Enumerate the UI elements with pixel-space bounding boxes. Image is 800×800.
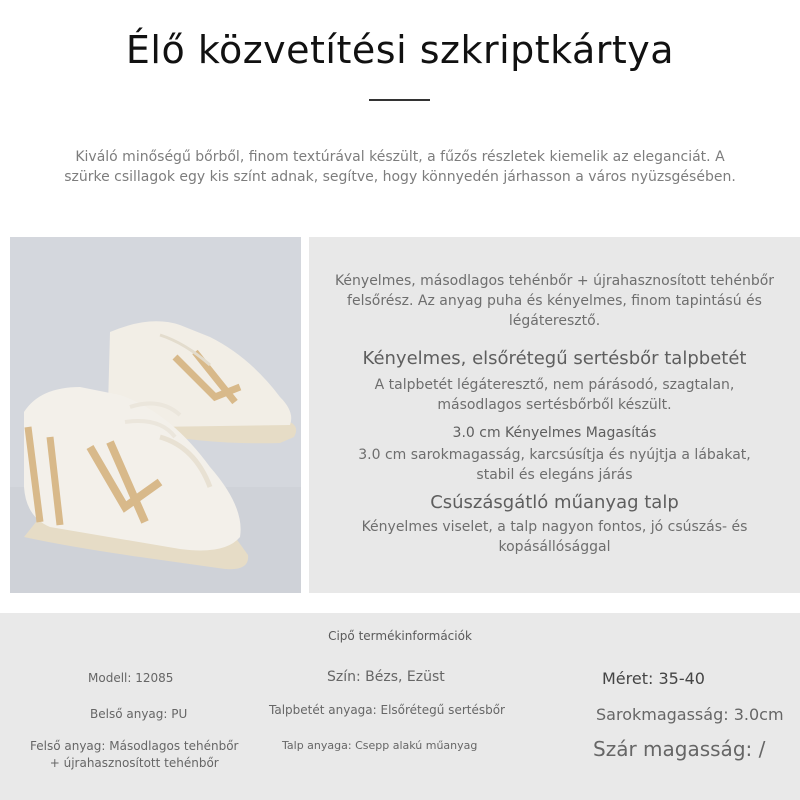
height-heading: 3.0 cm Kényelmes Magasítás: [452, 425, 657, 441]
sole-desc-line-1: Kényelmes viselet, a talp nagyon fontos, jó csúszás- és: [361, 519, 748, 535]
intro-line-1: Kiváló minőségű bőrből, finom textúrával készült, a fűzős részletek kiemelik az eleganciát. A: [75, 149, 725, 165]
height-desc: [309, 445, 800, 485]
sole-desc: [309, 517, 800, 557]
upper-desc-line-2: felsőrész. Az anyag puha és kényelmes, finom tapintású és: [347, 293, 762, 309]
sole-heading: Csúszásgátló műanyag talp: [430, 492, 679, 513]
lining-info: Belső anyag: PU: [90, 707, 188, 721]
upper-desc-line-1: Kényelmes, másodlagos tehénbőr + újrahasznosított tehénbőr: [334, 273, 775, 289]
intro-line-2: szürke csillagok egy kis színt adnak, segítve, hogy könnyedén járhasson a város nyüzsgésében.: [64, 169, 736, 185]
upper-material-line-2: + újrahasznosított tehénbőr: [49, 756, 219, 770]
heel-height-info: Sarokmagasság: 3.0cm: [596, 705, 784, 724]
upper-desc-line-3: légáteresztő.: [508, 313, 601, 329]
sole-material-info: Talp anyaga: Csepp alakú műanyag: [282, 739, 478, 752]
sole-desc-line-2: kopásállósággal: [498, 539, 611, 555]
product-photo: [10, 237, 301, 593]
shaft-height-info: Szár magasság: /: [593, 737, 766, 761]
insole-desc-line-1: A talpbetét légáteresztő, nem párásodó, szagtalan,: [374, 377, 735, 393]
sneaker-photo-icon: [10, 237, 301, 593]
product-info-section: [0, 613, 800, 800]
color-info: Szín: Bézs, Ezüst: [327, 669, 445, 685]
model-info: Modell: 12085: [88, 671, 174, 685]
page-title: Élő közvetítési szkriptkártya: [125, 28, 675, 72]
height-desc-line-2: stabil és elegáns járás: [476, 467, 633, 483]
insole-desc-line-2: másodlagos sertésbőrből készült.: [437, 397, 672, 413]
insole-material-info: Talpbetét anyaga: Elsőrétegű sertésbőr: [269, 703, 505, 717]
upper-material-desc: [309, 271, 800, 331]
height-desc-line-1: 3.0 cm sarokmagasság, karcsúsítja és nyújtja a lábakat,: [358, 447, 751, 463]
feature-panel: [309, 237, 800, 593]
upper-material-info: [30, 738, 238, 772]
insole-heading: Kényelmes, elsőrétegű sertésbőr talpbetét: [362, 348, 747, 369]
size-info: Méret: 35-40: [602, 669, 705, 688]
title-divider: [369, 99, 430, 101]
intro-text: [36, 147, 764, 187]
insole-desc: [309, 375, 800, 415]
upper-material-line-1: Felső anyag: Másodlagos tehénbőr: [30, 739, 239, 753]
product-info-title: Cipő termékinformációk: [328, 629, 472, 643]
